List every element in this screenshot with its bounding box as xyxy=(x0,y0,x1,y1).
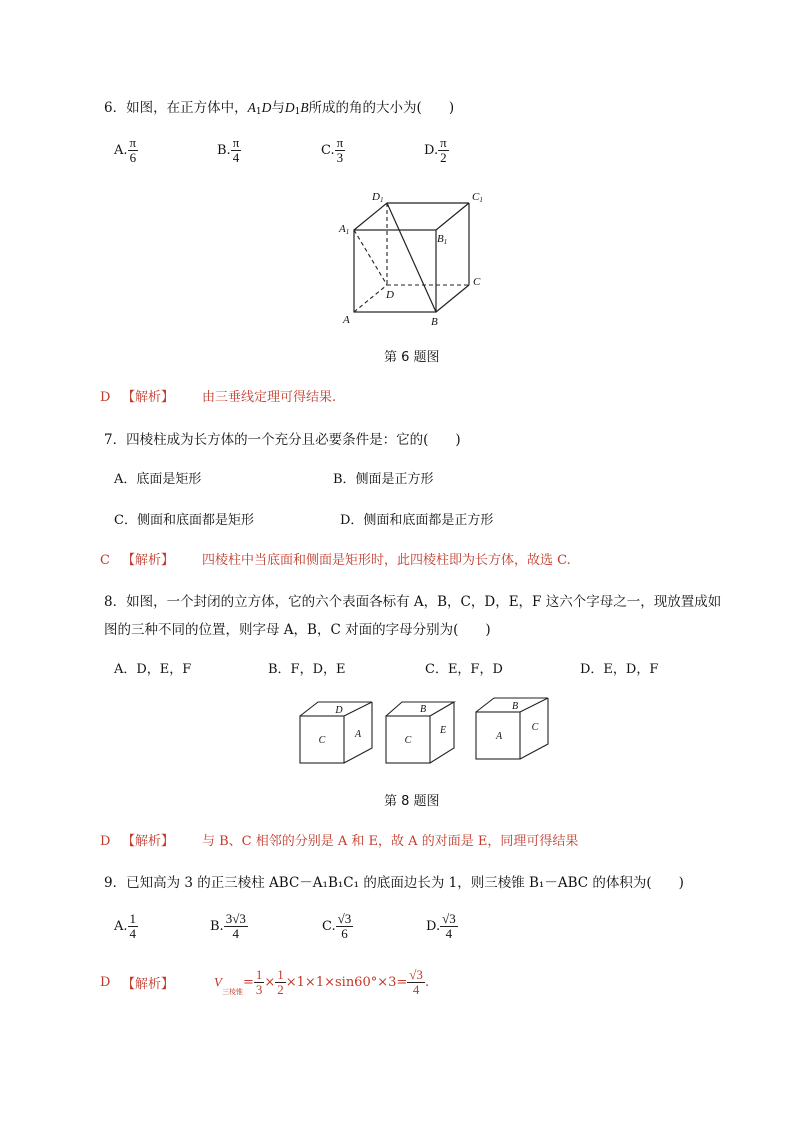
q6-mid: 与 xyxy=(271,100,285,116)
q8-stem-line1 xyxy=(104,590,721,610)
option-label: D. xyxy=(424,143,439,158)
numerator: 1 xyxy=(255,967,263,982)
fraction xyxy=(275,968,286,997)
option-label: B. xyxy=(217,143,231,158)
denominator: 3 xyxy=(336,150,344,165)
answer-letter: D xyxy=(100,975,111,990)
q7-option-d: D．侧面和底面都是正方形 xyxy=(340,513,494,528)
cube-1-side-label: A xyxy=(354,729,362,740)
label-d1: D1 xyxy=(372,191,384,204)
q7-text: 四棱柱成为长方体的一个充分且必要条件是：它的( ) xyxy=(126,432,461,448)
q9-option-d xyxy=(426,912,458,941)
cube-2-front-label: C xyxy=(404,735,412,746)
denominator: 3 xyxy=(255,982,263,997)
q9-option-a xyxy=(114,912,138,941)
q6-tail: 所成的角的大小为( ) xyxy=(308,100,455,116)
q9-option-b xyxy=(210,912,248,941)
q6-cube-figure xyxy=(330,186,490,328)
q7-option-b: B．侧面是正方形 xyxy=(333,472,434,487)
denominator: 2 xyxy=(277,982,284,997)
q7-stem xyxy=(104,428,461,448)
q8-answer xyxy=(100,830,578,849)
fraction xyxy=(440,912,458,941)
option-label: A. xyxy=(114,919,128,934)
q6-option-d xyxy=(424,136,449,165)
cube-edge xyxy=(354,203,387,230)
q9-answer xyxy=(100,968,429,997)
answer-volume-symbol: V xyxy=(214,974,222,990)
diagonal-a1d xyxy=(354,230,387,285)
q6-var: D xyxy=(261,100,272,115)
fraction xyxy=(231,136,242,165)
q6-option-c xyxy=(321,136,345,165)
answer-eq: = xyxy=(242,975,254,990)
fraction xyxy=(438,136,449,165)
numerator: π xyxy=(336,135,344,150)
q6-number: 6． xyxy=(104,100,127,116)
label-d: D xyxy=(386,289,394,301)
denominator: 4 xyxy=(412,982,420,997)
q8-option-d: D．E，D，F xyxy=(580,662,659,677)
numerator: 1 xyxy=(277,967,284,982)
fraction xyxy=(128,912,139,941)
q7-number: 7． xyxy=(104,432,127,448)
numerator: π xyxy=(129,135,137,150)
fraction xyxy=(254,968,265,997)
cube-1-top-label: D xyxy=(335,705,343,716)
q8-option-c: C．E，F，D xyxy=(425,662,503,677)
answer-letter: D xyxy=(100,390,111,405)
q8-number: 8． xyxy=(104,594,127,610)
q7-option-a: A．底面是矩形 xyxy=(114,472,202,487)
answer-text: 与 B、C 相邻的分别是 A 和 E，故 A 的对面是 E，同理可得结果 xyxy=(202,834,579,849)
q8-option-b: B．F，D，E xyxy=(268,662,346,677)
cube-2-side-label: E xyxy=(439,725,447,736)
q6-var: B xyxy=(300,100,309,115)
numerator: √3 xyxy=(442,911,456,926)
q6-var-sub: 1 xyxy=(294,107,301,117)
answer-tag: 【解析】 xyxy=(122,977,175,992)
diagonal-d1b xyxy=(387,203,436,312)
fraction xyxy=(336,912,354,941)
q8-stem-line2: 图的三种不同的位置，则字母 A，B，C 对面的字母分别为( ) xyxy=(104,622,491,638)
q9-number: 9． xyxy=(104,875,127,891)
fraction xyxy=(128,136,139,165)
q6-option-a xyxy=(114,136,138,165)
q8-cubes-figure xyxy=(296,696,556,768)
q6-answer xyxy=(100,386,336,405)
label-c1: C1 xyxy=(472,191,483,204)
numerator: √3 xyxy=(337,911,352,926)
answer-tag: 【解析】 xyxy=(122,390,175,405)
option-label: C. xyxy=(322,919,336,934)
q9-option-c xyxy=(322,912,353,941)
cube-2-top-label: B xyxy=(419,704,427,715)
denominator: 4 xyxy=(445,926,453,941)
answer-end: . xyxy=(424,975,430,990)
q6-text-a: 如图，在正方体中， xyxy=(126,100,248,116)
denominator: 6 xyxy=(129,150,137,165)
hidden-edge xyxy=(354,285,387,312)
denominator: 4 xyxy=(232,150,240,165)
option-label: D. xyxy=(426,919,441,934)
q7-answer xyxy=(100,549,571,568)
option-label: B. xyxy=(210,919,224,934)
q7-option-c: C．侧面和底面都是矩形 xyxy=(114,513,254,528)
cube-1-front-label: C xyxy=(318,735,326,746)
cube-3-side-label: C xyxy=(531,722,539,733)
numerator: 1 xyxy=(129,911,137,926)
answer-mid: ×1×1×sin60°×3= xyxy=(285,975,408,990)
answer-letter: C xyxy=(100,553,110,568)
fraction xyxy=(224,912,248,941)
answer-tag: 【解析】 xyxy=(122,553,175,568)
label-b1: B1 xyxy=(437,233,448,246)
numerator: π xyxy=(232,135,240,150)
numerator: π xyxy=(440,135,447,150)
label-a: A xyxy=(343,314,350,326)
cube-3-front-label: A xyxy=(495,731,503,742)
label-b: B xyxy=(431,316,438,328)
answer-volume-sub: 三棱锥 xyxy=(221,988,243,996)
q6-stem xyxy=(104,96,454,117)
fraction xyxy=(407,968,425,997)
answer-letter: D xyxy=(100,834,111,849)
option-label: C. xyxy=(321,143,335,158)
q6-var-sub: 1 xyxy=(255,107,262,117)
answer-text: 由三垂线定理可得结果. xyxy=(202,390,337,405)
q9-text: 已知高为 3 的正三棱柱 ABC－A₁B₁C₁ 的底面边长为 1，则三棱锥 B₁－ABC 的体积为( ) xyxy=(126,875,684,891)
cube-3-top-label: B xyxy=(511,701,519,712)
q8-caption: 第 8 题图 xyxy=(384,794,440,809)
option-label: A. xyxy=(114,143,128,158)
label-a1: A1 xyxy=(339,223,350,236)
answer-times: × xyxy=(264,975,276,990)
q8-option-a: A．D，E，F xyxy=(114,662,192,677)
q9-stem xyxy=(104,871,684,891)
q6-caption: 第 6 题图 xyxy=(384,350,440,365)
q6-option-b xyxy=(217,136,241,165)
denominator: 6 xyxy=(341,926,348,941)
q6-var: D xyxy=(284,100,295,115)
cube-edge xyxy=(436,203,469,230)
denominator: 2 xyxy=(440,150,447,165)
answer-tag: 【解析】 xyxy=(122,834,175,849)
denominator: 4 xyxy=(232,926,239,941)
numerator: 3√3 xyxy=(225,911,246,926)
answer-text: 四棱柱中当底面和侧面是矩形时，此四棱柱即为长方体，故选 C. xyxy=(202,553,571,568)
fraction xyxy=(335,136,346,165)
cube-edge xyxy=(436,285,469,312)
label-c: C xyxy=(473,276,481,288)
denominator: 4 xyxy=(129,926,137,941)
cube-front-face xyxy=(354,230,436,312)
q6-var: A xyxy=(247,100,256,115)
numerator: √3 xyxy=(409,967,423,982)
q8-text-line1: 如图，一个封闭的立方体，它的六个表面各标有 A，B，C，D，E，F 这六个字母之一，现放置成如 xyxy=(126,594,722,610)
